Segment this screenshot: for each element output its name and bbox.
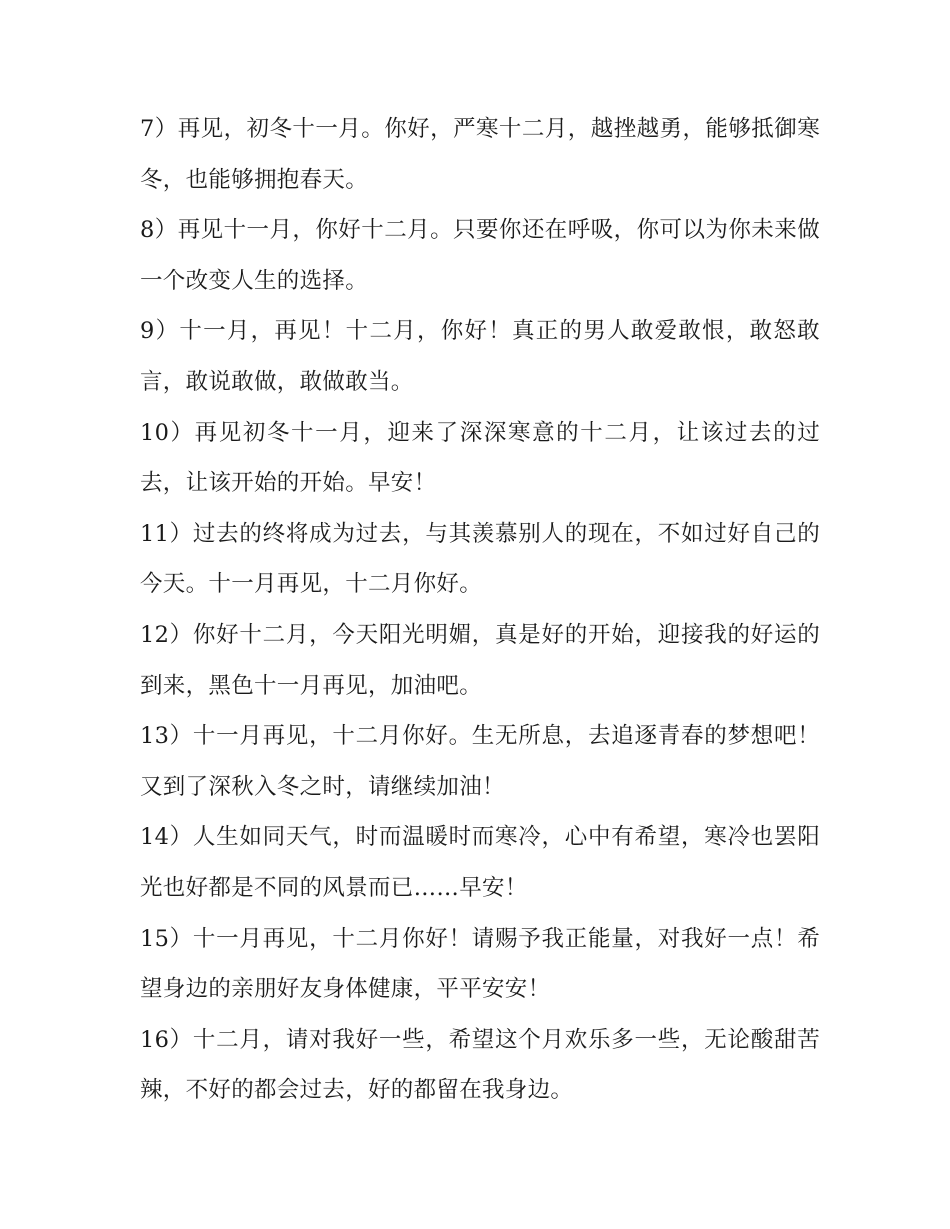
list-item: 7）再见，初冬十一月。你好，严寒十二月，越挫越勇，能够抵御寒冬，也能够拥抱春天。	[140, 116, 820, 193]
list-item: 16）十二月，请对我好一些，希望这个月欢乐多一些，无论酸甜苦辣，不好的都会过去，好的都留在我身边。	[140, 1026, 820, 1104]
list-item: 8）再见十一月，你好十二月。只要你还在呼吸，你可以为你未来做一个改变人生的选择。	[140, 217, 820, 294]
list-item: 9）十一月，再见！十二月，你好！真正的男人敢爱敢恨，敢怒敢言，敢说敢做，敢做敢当。	[140, 318, 820, 395]
list-item: 10）再见初冬十一月，迎来了深深寒意的十二月，让该过去的过去，让该开始的开始。早安！	[140, 419, 820, 497]
list-item: 14）人生如同天气，时而温暖时而寒冷，心中有希望，寒冷也罢阳光也好都是不同的风景而已……早安！	[140, 824, 820, 901]
list-item: 13）十一月再见，十二月你好。生无所息，去追逐青春的梦想吧！又到了深秋入冬之时，请继续加油！	[140, 723, 820, 800]
document-body	[140, 104, 820, 1116]
list-item: 15）十一月再见，十二月你好！请赐予我正能量，对我好一点！希望身边的亲朋好友身体健康，平平安安！	[140, 925, 820, 1003]
list-item: 12）你好十二月，今天阳光明媚，真是好的开始，迎接我的好运的到来，黑色十一月再见，加油吧。	[140, 621, 820, 699]
list-item: 11）过去的终将成为过去，与其羡慕别人的现在，不如过好自己的今天。十一月再见，十二月你好。	[140, 520, 820, 598]
